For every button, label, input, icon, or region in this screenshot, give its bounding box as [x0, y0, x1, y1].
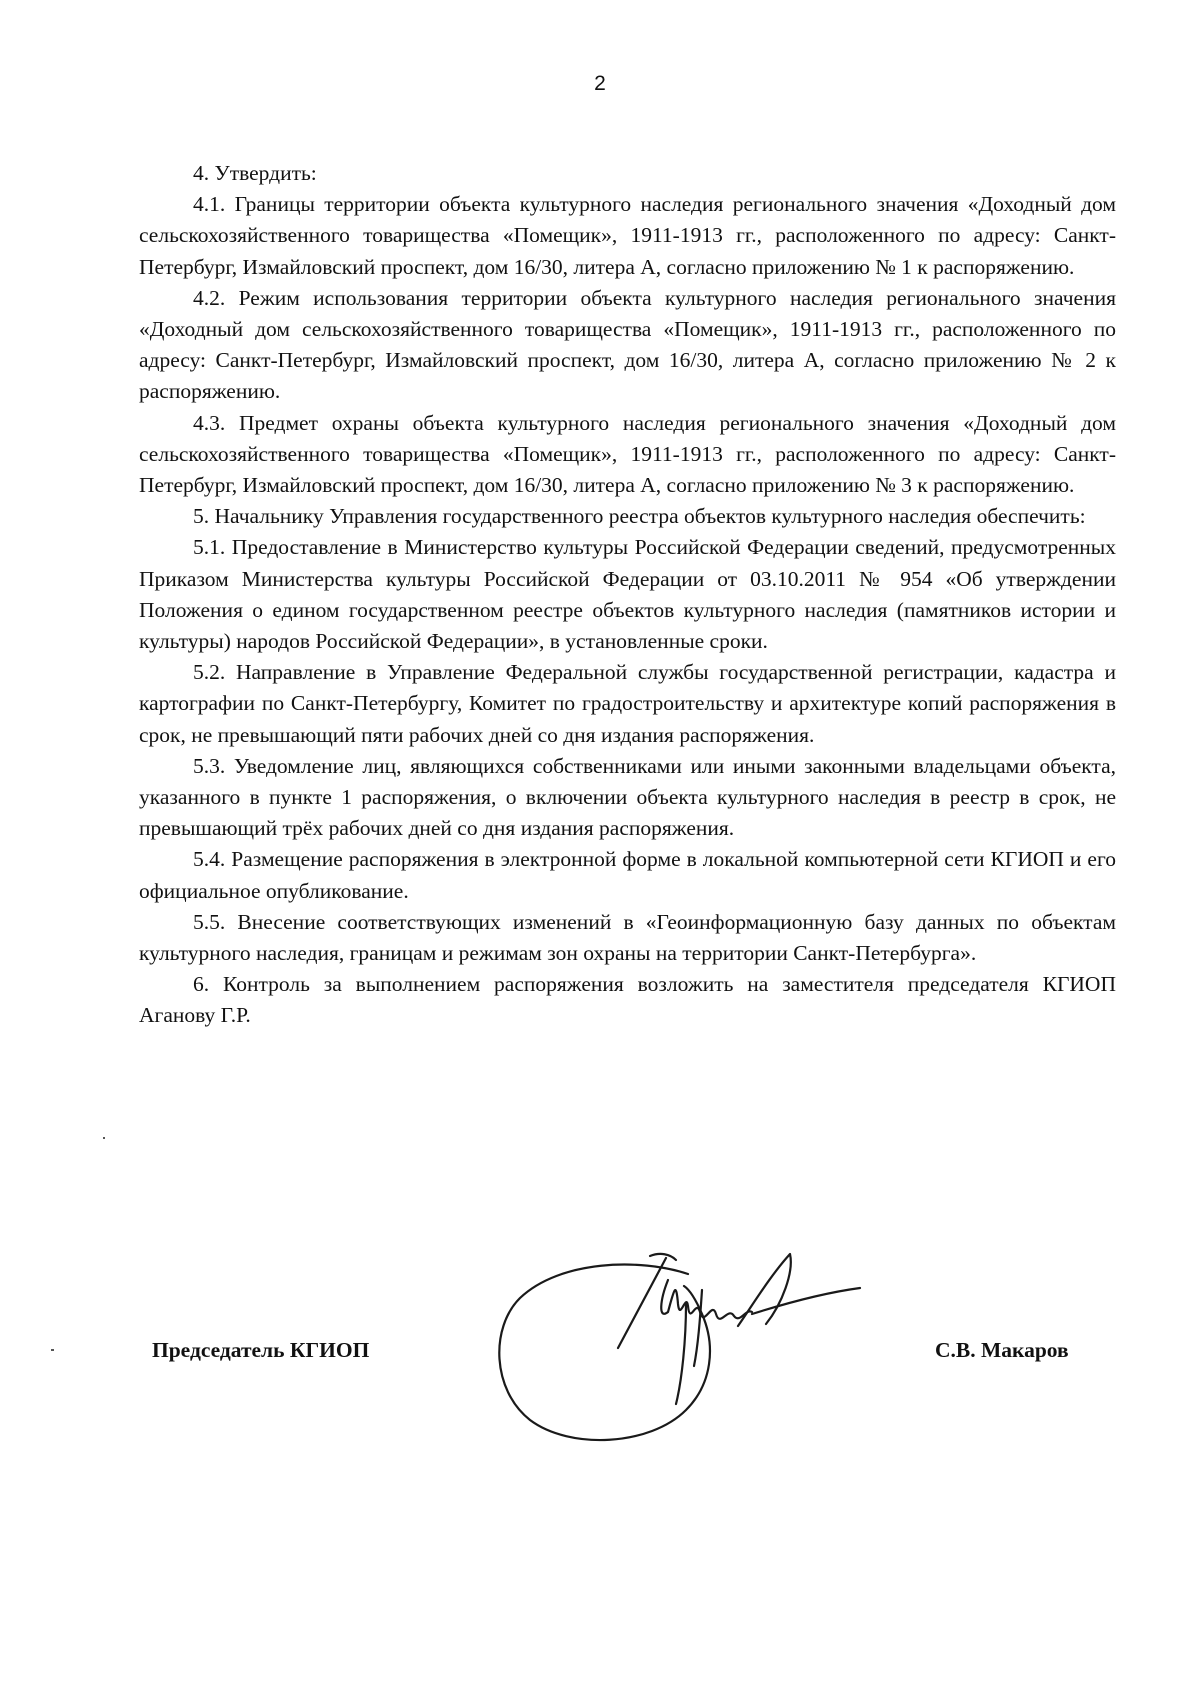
paragraph-6: 6. Контроль за выполнением распоряжения возложить на заместителя председателя КГИОП Аганову Г.Р.	[139, 972, 1116, 1028]
scan-speck	[103, 1137, 105, 1139]
signer-name: С.В. Макаров	[935, 1338, 1069, 1362]
page-number: 2	[594, 72, 606, 95]
paragraph-5-2: 5.2. Направление в Управление Федеральной службы государственной регистрации, кадастра и картографии по Санкт-Петербургу, Комитет по градостроительству и архитектуре копий распоряжения в срок, не превышающий пяти рабочих дней со дня издания распоряжения.	[139, 660, 1116, 747]
paragraph-4-1: 4.1. Границы территории объекта культурного наследия регионального значения «Доходный дом сельскохозяйственного товарищества «Помещик», 1911-1913 гг., расположенного по адресу: Санкт-Петербург, Измайловский проспект, дом 16/30, литера А, согласно приложению № 1 к распоряжению.	[139, 192, 1116, 279]
paragraph-4-2: 4.2. Режим использования территории объекта культурного наследия регионального значения «Доходный дом сельскохозяйственного товарищества «Помещик», 1911-1913 гг., расположенного по адресу: Санкт-Петербург, Измайловский проспект, дом 16/30, литера А, согласно приложению № 2 к распоряжению.	[139, 285, 1116, 404]
signature-block	[0, 1250, 1200, 1470]
signer-title: Председатель КГИОП	[152, 1338, 370, 1362]
paragraph-5: 5. Начальнику Управления государственного реестра объектов культурного наследия обеспечить:	[193, 504, 1086, 529]
paragraph-5-1: 5.1. Предоставление в Министерство культуры Российской Федерации сведений, предусмотренных Приказом Министерства культуры Российской Федерации от 03.10.2011 № 954 «Об утверждении Положения о едином государственном реестре объектов культурного наследия (памятников истории и культуры) народов Российской Федерации», в установленные сроки.	[139, 535, 1116, 654]
scan-speck	[51, 1349, 54, 1351]
paragraph-4: 4. Утвердить:	[193, 161, 317, 185]
paragraph-5-4: 5.4. Размещение распоряжения в электронной форме в локальной компьютерной сети КГИОП и его официальное опубликование.	[139, 847, 1116, 903]
handwritten-signature	[490, 1250, 930, 1450]
paragraph-5-3: 5.3. Уведомление лиц, являющихся собственниками или иными законными владельцами объекта, указанного в пункте 1 распоряжения, о включении объекта культурного наследия в реестр в срок, не превышающий трёх рабочих дней со дня издания распоряжения.	[139, 753, 1116, 841]
paragraph-5-5: 5.5. Внесение соответствующих изменений в «Геоинформационную базу данных по объектам культурного наследия, границам и режимам зон охраны на территории Санкт-Петербурга».	[139, 909, 1116, 966]
paragraph-4-3: 4.3. Предмет охраны объекта культурного наследия регионального значения «Доходный дом сельскохозяйственного товарищества «Помещик», 1911-1913 гг., расположенного по адресу: Санкт-Петербург, Измайловский проспект, дом 16/30, литера А, согласно приложению № 3 к распоряжению.	[139, 410, 1116, 498]
document-body	[139, 158, 1116, 1032]
